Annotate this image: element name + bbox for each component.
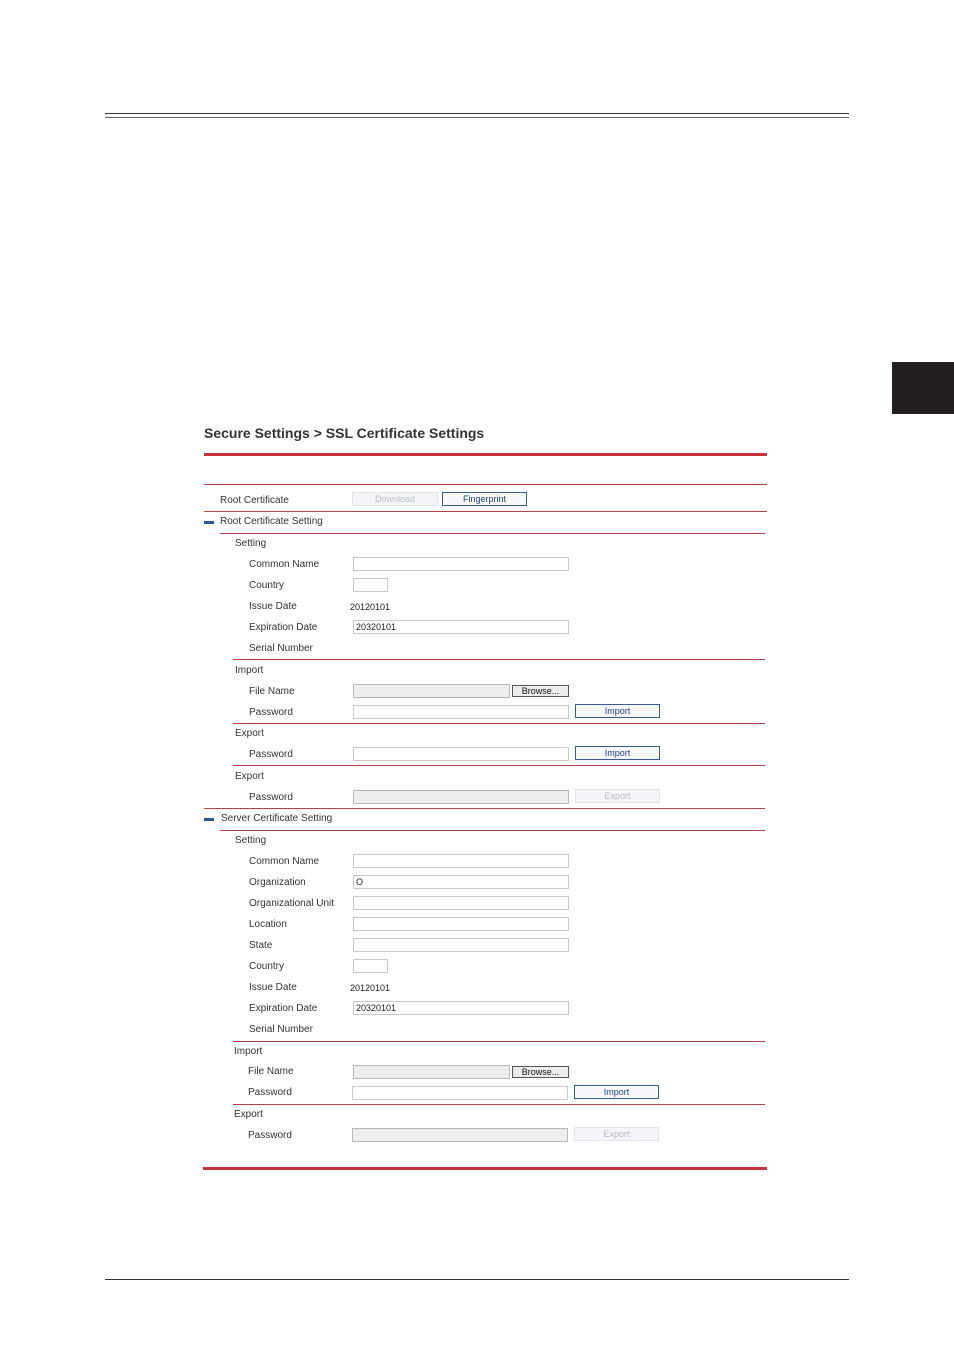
root-file-name-label: File Name bbox=[249, 686, 295, 697]
server-common-name-input[interactable] bbox=[353, 854, 569, 868]
server-export-label: Export bbox=[234, 1109, 263, 1120]
divider bbox=[233, 765, 765, 766]
server-expiration-date-input[interactable] bbox=[353, 1001, 569, 1015]
root-certificate-label: Root Certificate bbox=[220, 495, 289, 506]
divider bbox=[233, 1104, 765, 1105]
root-export-import-button[interactable]: Import bbox=[575, 746, 660, 760]
server-serial-number-label: Serial Number bbox=[249, 1024, 313, 1035]
divider bbox=[233, 723, 765, 724]
divider bbox=[220, 830, 765, 831]
collapse-minus-icon[interactable] bbox=[204, 521, 214, 524]
collapse-minus-icon[interactable] bbox=[204, 818, 214, 821]
server-country-label: Country bbox=[249, 961, 285, 972]
root-common-name-input[interactable] bbox=[353, 557, 569, 571]
divider bbox=[204, 808, 765, 809]
download-button[interactable]: Download bbox=[352, 492, 438, 506]
divider bbox=[220, 533, 765, 534]
bottom-red-bar bbox=[203, 1167, 767, 1170]
root-setting-label: Setting bbox=[235, 538, 267, 549]
page-top-rule-thin bbox=[105, 117, 849, 118]
server-location-input[interactable] bbox=[353, 917, 569, 931]
server-setting-section-title: Server Certificate Setting bbox=[221, 813, 333, 824]
page-top-rule bbox=[105, 113, 849, 114]
server-export-password-label: Password bbox=[248, 1130, 292, 1141]
root-file-name-input[interactable] bbox=[353, 684, 510, 698]
server-setting-label: Setting bbox=[235, 835, 267, 846]
server-browse-button[interactable]: Browse... bbox=[512, 1066, 569, 1078]
page-bottom-rule bbox=[105, 1279, 849, 1280]
root-export-label: Export bbox=[235, 728, 264, 739]
root-issue-date-label: Issue Date bbox=[249, 601, 297, 612]
root-issue-date-value: 20120101 bbox=[350, 602, 391, 612]
page-title: Secure Settings > SSL Certificate Settings bbox=[204, 425, 485, 441]
server-country-input[interactable] bbox=[353, 959, 388, 973]
server-state-input[interactable] bbox=[353, 938, 569, 952]
server-issue-date-value: 20120101 bbox=[350, 983, 391, 993]
server-file-name-label: File Name bbox=[248, 1066, 294, 1077]
root-export-password-label: Password bbox=[249, 749, 293, 760]
server-export-button[interactable]: Export bbox=[574, 1127, 659, 1141]
fingerprint-button[interactable]: Fingerprint bbox=[442, 492, 527, 506]
root-browse-button[interactable]: Browse... bbox=[512, 685, 569, 697]
server-expiration-date-label: Expiration Date bbox=[249, 1003, 318, 1014]
root-serial-number-label: Serial Number bbox=[249, 643, 313, 654]
root-common-name-label: Common Name bbox=[249, 559, 320, 570]
chapter-tab bbox=[892, 362, 954, 414]
root-import-password-label: Password bbox=[249, 707, 293, 718]
server-import-password-label: Password bbox=[248, 1087, 292, 1098]
root-setting-section-title: Root Certificate Setting bbox=[220, 516, 323, 527]
server-file-name-input[interactable] bbox=[353, 1065, 510, 1079]
divider bbox=[204, 484, 767, 485]
divider bbox=[204, 511, 767, 512]
divider bbox=[233, 659, 765, 660]
root-export2-password-input[interactable] bbox=[353, 790, 569, 804]
server-organization-label: Organization bbox=[249, 877, 306, 888]
root-expiration-date-input[interactable] bbox=[353, 620, 569, 634]
server-org-unit-label: Organizational Unit bbox=[249, 898, 335, 909]
divider bbox=[233, 1041, 765, 1042]
server-import-button[interactable]: Import bbox=[574, 1085, 659, 1099]
server-state-label: State bbox=[249, 940, 273, 951]
title-red-bar bbox=[204, 453, 767, 456]
server-org-unit-input[interactable] bbox=[353, 896, 569, 910]
server-import-label: Import bbox=[234, 1046, 263, 1057]
server-location-label: Location bbox=[249, 919, 287, 930]
root-export2-label: Export bbox=[235, 771, 264, 782]
root-country-label: Country bbox=[249, 580, 285, 591]
server-import-password-input[interactable] bbox=[352, 1086, 568, 1100]
server-export-password-input[interactable] bbox=[352, 1128, 568, 1142]
server-common-name-label: Common Name bbox=[249, 856, 320, 867]
root-export2-password-label: Password bbox=[249, 792, 293, 803]
root-import-button[interactable]: Import bbox=[575, 704, 660, 718]
server-issue-date-label: Issue Date bbox=[249, 982, 297, 993]
root-export-button[interactable]: Export bbox=[575, 789, 660, 803]
root-export-password-input[interactable] bbox=[353, 747, 569, 761]
root-import-label: Import bbox=[235, 665, 264, 676]
server-organization-input[interactable] bbox=[353, 875, 569, 889]
root-expiration-date-label: Expiration Date bbox=[249, 622, 318, 633]
root-import-password-input[interactable] bbox=[353, 705, 569, 719]
root-country-input[interactable] bbox=[353, 578, 388, 592]
